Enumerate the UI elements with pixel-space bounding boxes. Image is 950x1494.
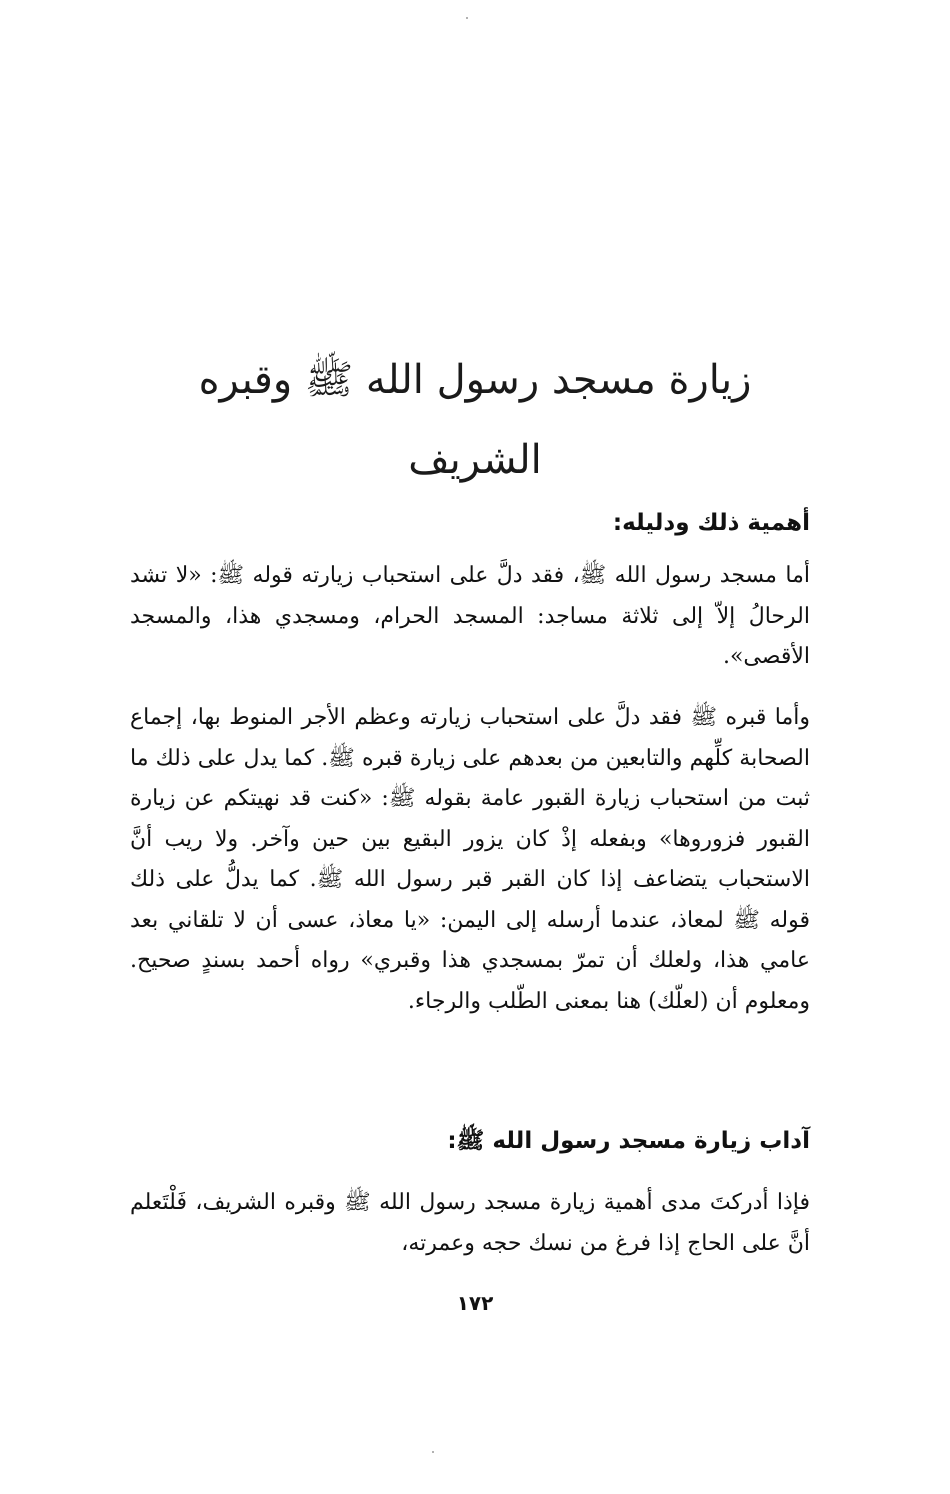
chapter-title: زيارة مسجد رسول الله ﷺ وقبره الشريف <box>198 357 752 483</box>
paragraph-mosque-visit: أما مسجد رسول الله ﷺ، فقد دلَّ على استحباب زيارته قوله ﷺ: «لا تشد الرحالُ إلاّ إلى ثلاثة مساجد: المسجد الحرام، ومسجدي هذا، والمسجد الأقصى». <box>130 563 810 669</box>
section-heading-importance: أهمية ذلك ودليله: <box>612 510 810 536</box>
scan-speck <box>466 17 468 19</box>
paragraph-etiquette-intro: فإذا أدركتَ مدى أهمية زيارة مسجد رسول الله ﷺ وقبره الشريف، فَلْتَعلم أنَّ على الحاج إذا فرغ من نسك حجه وعمرته، <box>130 1190 810 1256</box>
page-number: ١٧٢ <box>456 1291 494 1315</box>
scan-speck <box>432 1451 434 1453</box>
section-heading-etiquette: آداب زيارة مسجد رسول الله ﷺ: <box>447 1128 810 1154</box>
paragraph-grave-visit: وأما قبره ﷺ فقد دلَّ على استحباب زيارته وعظم الأجر المنوط بها، إجماع الصحابة كلِّهم والتابعين من بعدهم على زيارة قبره ﷺ. كما يدل على ذلك ما ثبت من استحباب زيارة القبور عامة بقوله ﷺ: «كنت قد نهيتكم عن زيارة القبور فزوروها» وبفعله إذْ كان يزور البقيع بين حين وآخر. ولا ريب أنَّ الاستحباب يتضاعف إذا كان القبر قبر رسول الله ﷺ. كما يدلُّ على ذلك قوله ﷺ لمعاذ، عندما أرسله إلى اليمن: «يا معاذ، عسى أن لا تلقاني بعد عامي هذا، ولعلك أن تمرّ بمسجدي هذا وقبري» رواه أحمد بسندٍ صحيح. ومعلوم أن (لعلّك) هنا بمعنى الطّلب والرجاء. <box>130 705 810 1014</box>
